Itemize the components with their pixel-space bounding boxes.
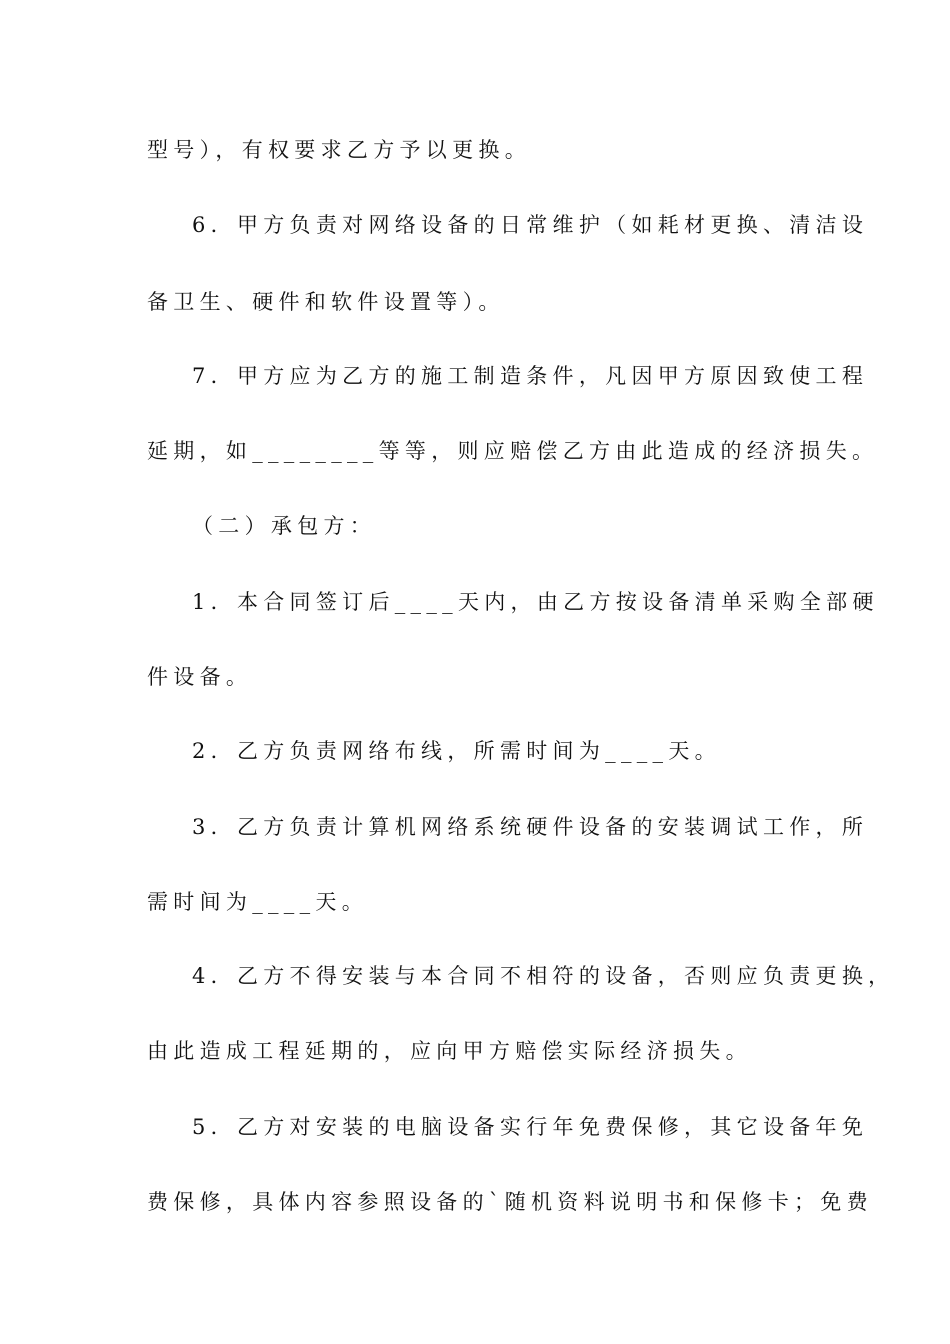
item-1-line-1: 1．本合同签订后____天内，由乙方按设备清单采购全部硬 — [192, 590, 879, 614]
item-2-line-1: 2．乙方负责网络布线，所需时间为____天。 — [192, 739, 721, 763]
item-5-line-2: 费保修，具体内容参照设备的`随机资料说明书和保修卡；免费 — [147, 1190, 873, 1214]
clause-7-line-1: 7．甲方应为乙方的施工制造条件，凡因甲方原因致使工程 — [192, 364, 869, 388]
clause-7-line-2: 延期，如________等等，则应赔偿乙方由此造成的经济损失。 — [147, 439, 879, 463]
item-5-line-1: 5．乙方对安装的电脑设备实行年免费保修，其它设备年免 — [192, 1115, 869, 1139]
item-4-line-2: 由此造成工程延期的，应向甲方赔偿实际经济损失。 — [147, 1039, 752, 1063]
clause-6-line-2: 备卫生、硬件和软件设置等）。 — [147, 290, 505, 314]
item-1-line-2: 件设备。 — [147, 665, 253, 689]
item-3-line-1: 3．乙方负责计算机网络系统硬件设备的安装调试工作，所 — [192, 815, 869, 839]
section-heading-contractor: （二）承包方： — [192, 514, 377, 538]
item-4-line-1: 4．乙方不得安装与本合同不相符的设备，否则应负责更换， — [192, 964, 895, 988]
item-3-line-2: 需时间为____天。 — [147, 890, 368, 914]
clause-6-line-1: 6．甲方负责对网络设备的日常维护（如耗材更换、清洁设 — [192, 213, 869, 237]
text-line-1: 型号），有权要求乙方予以更换。 — [147, 138, 531, 162]
